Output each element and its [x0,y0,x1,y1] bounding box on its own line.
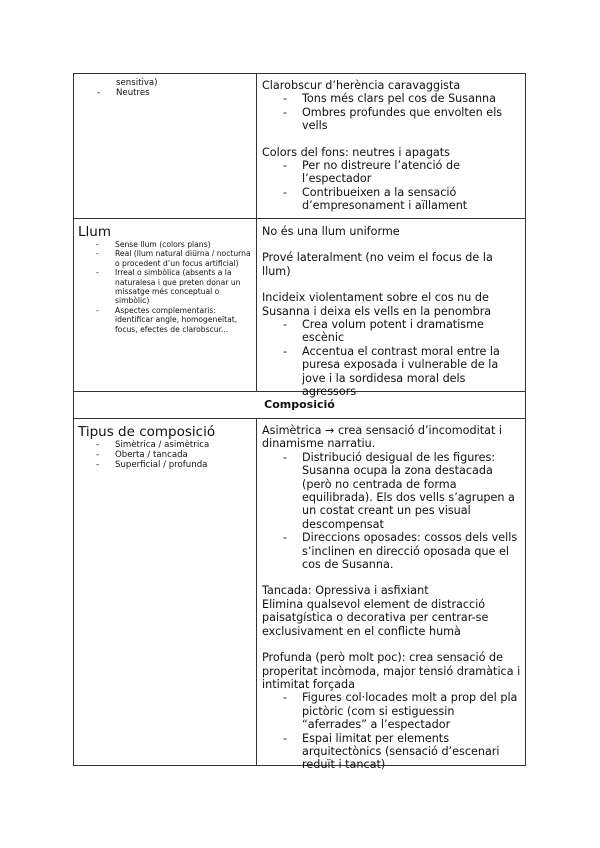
list-item: - Oberta / tancada [96,450,252,460]
bullet-list [262,318,521,398]
paragraph: Incideix violentament sobre el cos nu de Susanna i deixa els vells en la penombra [262,291,492,318]
criteria-list [78,240,252,334]
bullet-list [262,691,521,771]
row-analysis-cell [257,419,525,772]
analysis-table [73,73,526,772]
paragraph: Tancada: Opressiva i asfixiant [262,584,429,598]
section-title: Composició [264,398,335,411]
list-item: - Accentua el contrast moral entre la puresa exposada i vulnerable de la jove i la sordidesa moral dels agressors [283,345,521,399]
list-item: - Figures col·locades molt a prop del pla pictòric (com si estiguessin “aferrades” a l’espectador [283,691,521,731]
list-item: - Real (llum natural diürna / nocturna o procedent d’un focus artificial) [96,249,252,268]
list-item: - Aspectes complementaris: identificar angle, homogeneïtat, focus, efectes de clarobscur... [96,306,252,334]
paragraph: No és una llum uniforme [262,225,400,238]
list-item: - Contribueixen a la sensació d’empresonament i aïllament [283,186,521,213]
row-criteria-cell [74,74,257,218]
table-row-llum [74,218,525,399]
bullet-list [262,92,521,132]
list-item: - Ombres profundes que envolten els vells [283,106,521,133]
paragraph: Colors del fons: neutres i apagats [262,145,450,159]
list-item: - Superficial / profunda [96,460,252,470]
criteria-list [78,78,252,98]
list-item: - Distribució desigual de les figures: Susanna ocupa la zona destacada (però no centrada de forma equilibrada). Els dos vells s’agrupen a un costat creant un pes visual descompensat [283,451,521,531]
list-item: - Crea volum potent i dramatisme escènic [283,318,521,345]
row-analysis-cell [257,219,525,399]
row-criteria-cell [74,219,257,391]
row-criteria-cell [74,419,257,765]
list-item: - Espai limitat per elements arquitectònics (sensació d’escenari reduït i tancat) [283,732,521,772]
table-row-composicio [74,418,525,772]
paragraph: Profunda (però molt poc): crea sensació de properitat incòmoda, major tensió dramàtica i intimitat forçada [262,651,521,691]
criteria-heading: Tipus de composició [78,424,216,440]
list-item: - Direccions oposades: cossos dels vells s’inclinen en direcció oposada que el cos de Susanna. [283,531,521,571]
list-item: sensitiva) [116,78,158,88]
list-item: - Simètrica / asimètrica [96,440,252,450]
row-analysis-cell [257,74,525,218]
bullet-list [262,159,521,213]
paragraph: Prové lateralment (no veim el focus de la llum) [262,251,493,278]
paragraph: Clarobscur d’herència caravaggista [262,79,461,92]
list-item: - Tons més clars pel cos de Susanna [283,92,521,105]
list-item: - Neutres [97,88,252,98]
list-item: - Irreal o simbòlica (absents a la naturalesa i que preten donar un missatge més conceptual o simbòlic) [96,268,252,306]
list-item: - Per no distreure l’atenció de l’espectador [283,159,521,186]
criteria-heading: Llum [78,224,111,240]
list-item: - Sense llum (colors plans) [96,240,252,249]
paragraph: Elimina qualsevol element de distracció paisatgística o decorativa per centrar-se exclusivament en el conflicte humà [262,597,489,638]
bullet-list [262,451,521,572]
paragraph: Asimètrica → crea sensació d’incomoditat i dinamisme narratiu. [262,424,503,451]
criteria-list [78,440,252,470]
table-row-colors [74,74,525,218]
